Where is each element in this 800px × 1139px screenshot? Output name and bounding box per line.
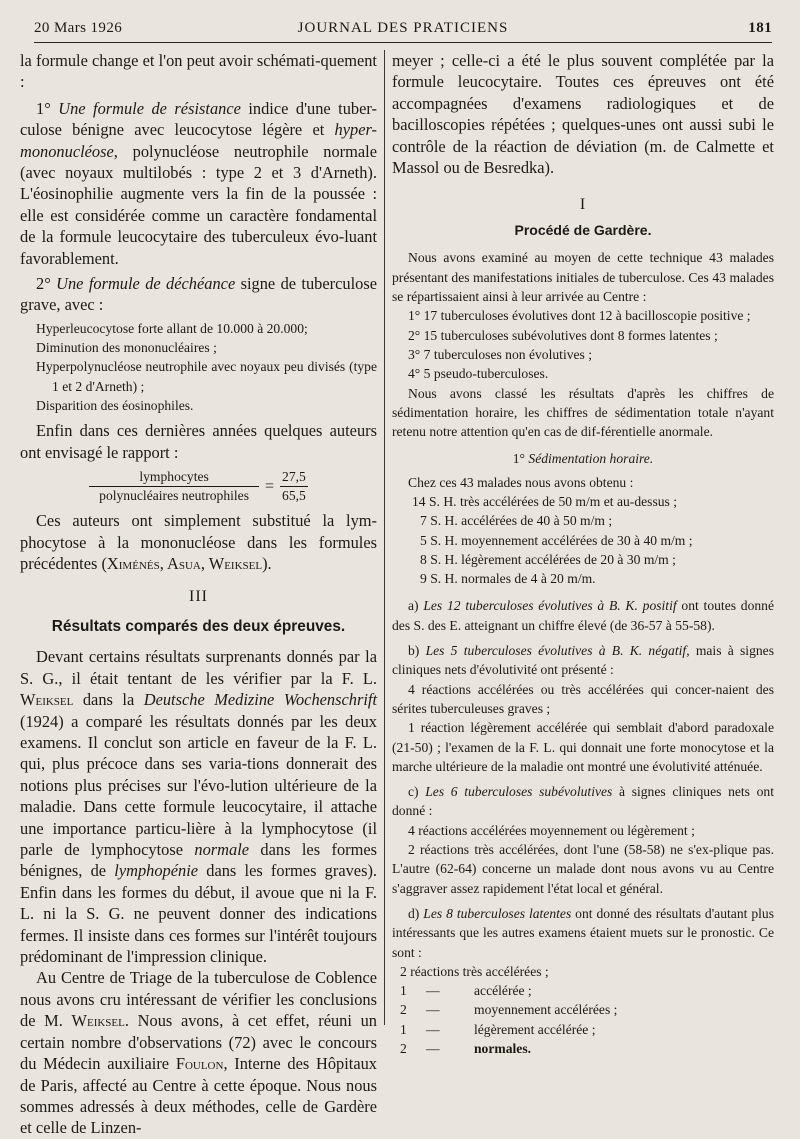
item-number: 1° xyxy=(512,451,529,467)
text: Ces auteurs ont simplement substitué la lym-phocytose à la mononucléose dans les formules précédentes ( xyxy=(20,511,377,573)
list-item: 4 réactions accélérées ou très accélérées qui concer-naient des sérites tuberculeuses graves ; xyxy=(392,681,774,716)
running-header xyxy=(34,14,772,40)
paragraph: Enfin dans ces dernières années quelques auteurs ont envisagé le rapport : xyxy=(20,421,377,462)
row-count: 1 xyxy=(400,983,407,999)
item-letter: c) xyxy=(408,784,426,800)
list-item: Diminution des mononucléaires ; xyxy=(36,340,217,356)
text: Au Centre de Triage de la tuberculose de Coblence nous avons cru intéressant de vérifier les conclusions de M. xyxy=(20,968,377,1031)
paragraph-centre xyxy=(20,967,377,1138)
text: , polynucléose neutrophile normale (avec noyaux multilobés : type 2 et 3 d'Arneth). L'éosinophilie augmente vers la fin de la poussée : elle est considérée comme un caractère fondamental de la formule leucocytaire des tuberculeux évo-luant favorablement. xyxy=(20,141,377,268)
header-rule xyxy=(34,42,772,43)
italic-term: Les 12 tuberculoses évolutives à B. K. positif xyxy=(423,598,677,614)
text: ont donné des résultats d'autant plus intéressants que les autres examens étaient muets sur le pronostic. Ce sont : xyxy=(392,905,774,960)
list-item: Hyperpolynucléose neutrophile avec noyaux peu divisés (type 1 et 2 d'Arneth) ; xyxy=(36,359,377,394)
paragraph: Nous avons classé les résultats d'après les chiffres de sédimentation horaire, les chiffres de sédimentation totale n'ayant retenu notre attention qu'en cas de dif-férentielle anormale. xyxy=(392,385,774,440)
item-letter: d) xyxy=(408,905,424,921)
section-number: I xyxy=(579,196,587,214)
list-item: 9 S. H. normales de 4 à 20 m/m. xyxy=(420,571,596,587)
list-item: 2° 15 tuberculoses subévolutives dont 8 formes latentes ; xyxy=(408,327,718,343)
right-column xyxy=(392,50,774,1058)
text: , mais à signes cliniques nets d'évolutivité ont présenté : xyxy=(392,643,774,678)
section-title: Résultats comparés des deux épreuves. xyxy=(51,618,346,636)
table-row xyxy=(392,981,774,1000)
text: dans les formes graves). Enfin dans les formes du début, il avoue que ni la F. L. ni la S. G. ne peuvent donner des indications fermes. Il insiste dans ces formes sur l'intérêt toujours prédominant de l'impression clinique. xyxy=(20,861,378,967)
author-name: Weiksel xyxy=(20,690,74,710)
list-item: 2 réactions très accélérées ; xyxy=(400,963,549,979)
list-item: Disparition des éosinophiles. xyxy=(36,398,194,414)
list-item: 3° 7 tuberculoses non évolutives ; xyxy=(408,346,593,362)
ratio-value-top: 27,5 xyxy=(280,469,308,487)
sedimentation-list xyxy=(392,492,774,588)
column-divider xyxy=(384,50,385,1025)
decheance-list xyxy=(20,319,377,415)
ratio-value-bottom: 65,5 xyxy=(282,488,306,504)
latent-results-table xyxy=(392,981,774,1058)
table-row xyxy=(392,1039,774,1058)
list-item: 1 réaction légèrement accélérée qui semblait d'abord paradoxale (21-50) ; l'examen de la F. L. qui donnait une forte monocytose et la marche ultérieure de la maladie ont montré une évolutivité atténuée. xyxy=(392,720,774,774)
text: . Nous avons, à cet effet, réuni un certain nombre d'observations (72) avec le concours du Médecin auxiliaire xyxy=(20,1011,377,1074)
item-number: 1° xyxy=(36,98,59,118)
ditto-dash: — xyxy=(426,983,440,999)
ratio-formula xyxy=(20,469,377,504)
italic-term: Les 8 tuberculoses latentes xyxy=(423,905,572,921)
header-journal-title: JOURNAL DES PRATICIENS xyxy=(297,20,509,36)
text: ont toutes donné des S. des E. atteignant un chiffre élevé (de 36-57 à 55-58). xyxy=(392,598,775,633)
list-item: Hyperleucocytose forte allant de 10.000 à 20.000; xyxy=(36,320,308,336)
ditto-dash: — xyxy=(426,1002,440,1018)
paragraph-authors xyxy=(20,510,377,574)
italic-term: lymphopénie xyxy=(114,861,199,881)
italic-term: Une formule de déchéance xyxy=(56,274,236,294)
text: dans les formes bénignes, de xyxy=(20,840,377,881)
author-name: Weiksel xyxy=(71,1011,125,1031)
italic-term: hyper-mononucléose xyxy=(20,120,377,161)
text: indice d'une tuber-culose bénigne avec leucocytose légère et xyxy=(20,98,377,140)
text: à signes cliniques nets ont donné : xyxy=(392,784,775,819)
row-label: moyennement accélérées ; xyxy=(474,1002,618,1018)
ditto-dash: — xyxy=(426,1041,440,1057)
author-name: Foulon xyxy=(175,1054,224,1074)
list-item: 4 réactions accélérées moyennement ou légèrement ; xyxy=(408,822,695,838)
ratio-denominator: polynucléaires neutrophiles xyxy=(89,486,259,504)
italic-term: Les 5 tuberculoses évolutives à B. K. négatif xyxy=(425,643,687,659)
list-item: 1° 17 tuberculoses évolutives dont 12 à bacilloscopie positive ; xyxy=(408,308,751,324)
item-letter: b) xyxy=(408,643,426,659)
paragraph-d xyxy=(392,904,774,962)
table-row xyxy=(392,1020,774,1039)
item-number: 2° xyxy=(36,274,57,294)
row-label: accélérée ; xyxy=(474,983,532,999)
list-item: 14 S. H. très accélérées de 50 m/m et au-dessus ; xyxy=(412,494,677,509)
italic-term: Les 6 tuberculoses subévolutives xyxy=(425,784,613,800)
list-item: 4° 5 pseudo-tuberculoses. xyxy=(408,366,549,382)
paragraph: Nous avons examiné au moyen de cette technique 43 malades présentant des manifestations initiales de tuberculose. Ces 43 malades se répartissaient ainsi à leur arrivée au Centre : xyxy=(392,250,774,305)
text: Devant certains résultats surprenants donnés par la S. G., il était tentant de les vérifier par la F. L. xyxy=(20,647,377,688)
item-letter: a) xyxy=(408,598,424,614)
italic-term: Sédimentation horaire. xyxy=(528,451,654,467)
author-names: Ximénés, Asua, Weiksel xyxy=(106,553,263,573)
header-date: 20 Mars 1926 xyxy=(34,20,123,36)
italic-term: Une formule de résistance xyxy=(58,98,241,118)
ditto-dash: — xyxy=(426,1021,440,1037)
row-count: 2 xyxy=(400,1041,407,1057)
paragraph-weiksel xyxy=(20,646,377,967)
text: dans la xyxy=(73,690,144,710)
page-number: 181 xyxy=(748,20,772,36)
paragraph-a xyxy=(392,596,774,635)
italic-term: normale xyxy=(194,840,250,860)
paragraph: la formule change et l'on peut avoir schémati-quement : xyxy=(20,51,377,92)
text: ). xyxy=(262,553,272,573)
text: signe de tuberculose grave, avec : xyxy=(20,274,377,315)
list-item: 8 S. H. légèrement accélérées de 20 à 30 m/m ; xyxy=(420,551,676,567)
patient-groups xyxy=(392,306,774,383)
row-count: 2 xyxy=(400,1002,407,1018)
text: (1924) a comparé les résultats donnés par les deux examens. Il conclut son article en faveur de la F. L. qui, plus précoce dans ses varia-tions donnerait des notions plus précises sur l'évo-lution ultérieure de la maladie. Dans cette formule leucocytaire, il attache une importance particu-lière à la lymphocytose (il parle de lymphocytose xyxy=(20,711,377,860)
equals-sign: = xyxy=(265,477,275,495)
row-count: 1 xyxy=(400,1021,407,1037)
paragraph-decheance xyxy=(20,273,377,316)
paragraph-c xyxy=(392,782,774,821)
list-item: 2 réactions très accélérées, dont l'une (58-58) ne s'ex-plique pas. L'autre (62-64) concerne un malade dont nous avons vu au Centre s'aggraver assez rapidement l'état local et général. xyxy=(392,842,774,896)
list-item: 7 S. H. accélérées de 40 à 50 m/m ; xyxy=(420,513,613,529)
ratio-numerator: lymphocytes xyxy=(139,469,209,485)
paragraph: meyer ; celle-ci a été le plus souvent complétée par la formule leucocytaire. Toutes ces épreuves ont été accompagnées d'examens radiologiques et de bacilloscopies répétées ; quelques-unes ont aussi subi le contrôle de la réaction de déviation (m. de Calmette et Massol ou de Besredka). xyxy=(392,51,774,178)
subsection-title xyxy=(392,449,774,468)
left-column xyxy=(20,50,377,1139)
section-title: Procédé de Gardère. xyxy=(514,222,652,239)
journal-name: Deutsche Medizine Wochenschrift xyxy=(143,690,377,710)
section-number: III xyxy=(189,588,208,606)
table-row xyxy=(392,1000,774,1019)
text: , Interne des Hôpitaux de Paris, affecté au Centre à cette époque. Nous nous sommes adressés à deux méthodes, celle de Gardère et celle de Linzen- xyxy=(20,1054,378,1138)
paragraph-b xyxy=(392,641,774,680)
paragraph-resistance xyxy=(20,98,377,269)
row-label: normales. xyxy=(474,1041,532,1057)
list-item: 5 S. H. moyennement accélérées de 30 à 40 m/m ; xyxy=(420,532,693,548)
row-label: légèrement accélérée ; xyxy=(474,1021,596,1037)
paragraph: Chez ces 43 malades nous avons obtenu : xyxy=(408,474,634,490)
